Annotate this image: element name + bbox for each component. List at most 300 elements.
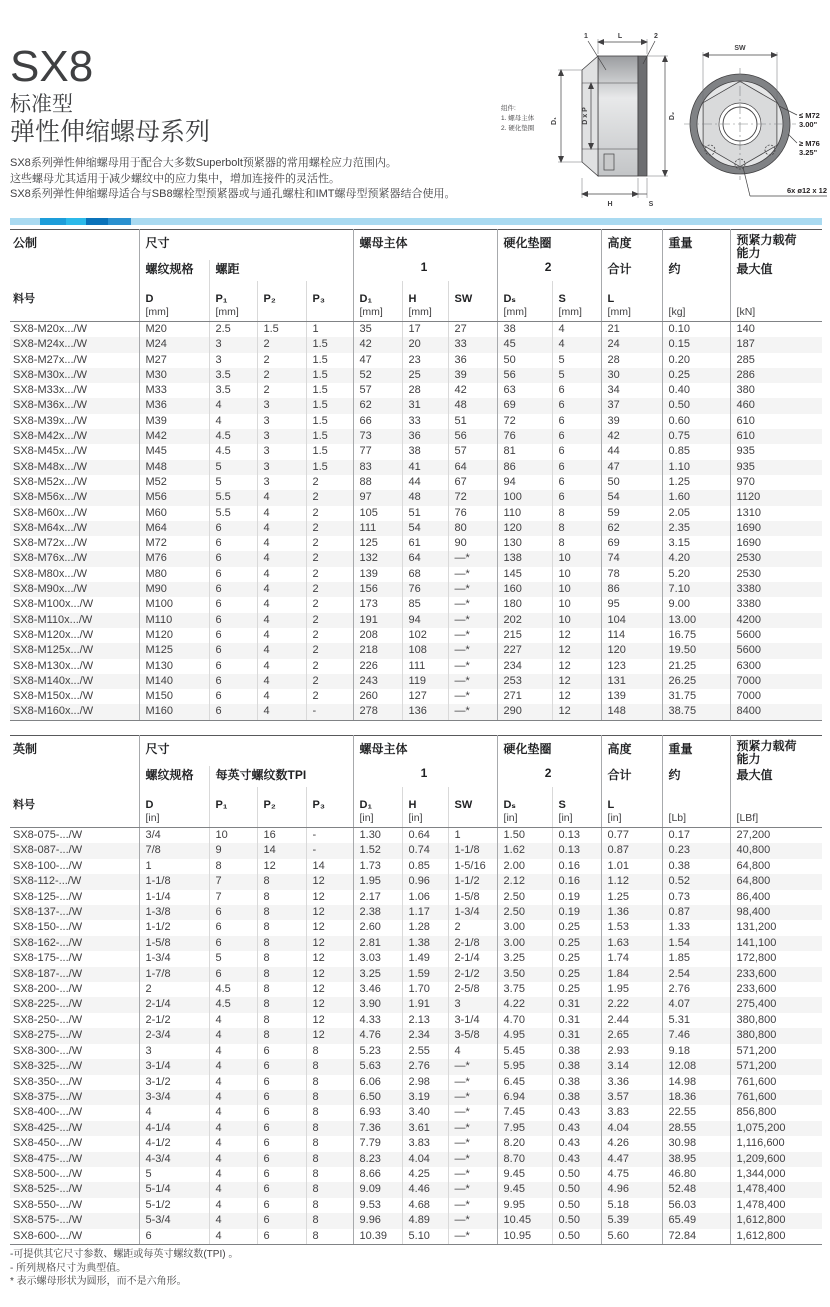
table-row: [10, 1090, 822, 1105]
value-cell: 1.12: [607, 875, 629, 888]
value-cell: 6: [215, 521, 222, 534]
value-cell: 4: [215, 1167, 222, 1180]
value-cell: 110: [503, 506, 522, 519]
value-cell: 2: [145, 983, 152, 996]
value-cell: 7000: [736, 674, 762, 687]
table-row: [10, 704, 822, 720]
value-cell: 34: [607, 384, 620, 397]
value-cell: 5.39: [607, 1214, 629, 1227]
value-cell: 6: [215, 936, 222, 949]
value-cell: 3.00: [503, 936, 525, 949]
part-number-cell: SX8-M39x.../W: [13, 414, 87, 427]
value-cell: 4: [263, 598, 270, 611]
value-cell: M30: [145, 368, 167, 381]
value-cell: 8: [312, 1167, 319, 1180]
value-cell: 4.5: [215, 430, 231, 443]
value-cell: 0.16: [558, 875, 580, 888]
value-cell: 4: [454, 1044, 461, 1057]
value-cell: 2.17: [359, 890, 381, 903]
value-cell: 285: [736, 353, 755, 366]
dim-label-dxp: D x P: [582, 107, 589, 125]
table-row: [10, 1152, 822, 1167]
group-header-nut-body: 螺母主体: [359, 742, 408, 756]
value-cell: 12: [312, 1029, 325, 1042]
value-cell: 1.10: [668, 460, 690, 473]
value-cell: 64: [408, 552, 421, 565]
table-row: [10, 353, 822, 368]
value-cell: 41: [408, 460, 421, 473]
col-header-part-number: 料号: [10, 281, 139, 322]
value-cell: 2.00: [503, 859, 525, 872]
part-number-cell: SX8-M100x.../W: [13, 598, 94, 611]
value-cell: 218: [359, 644, 378, 657]
value-cell: 35: [359, 323, 372, 335]
value-cell: 10: [558, 583, 571, 596]
part-number-cell: SX8-075-.../W: [13, 829, 83, 841]
value-cell: 8: [312, 1137, 319, 1150]
value-cell: 1.73: [359, 859, 381, 872]
part-number-cell: SX8-M80x.../W: [13, 567, 87, 580]
value-cell: 9.45: [503, 1167, 525, 1180]
value-cell: 4: [263, 567, 270, 580]
value-cell: 123: [607, 659, 626, 672]
value-cell: —*: [454, 1198, 470, 1211]
value-cell: -: [312, 844, 317, 857]
value-cell: 68: [408, 567, 421, 580]
holes-note: 6x ø12 x 12: [786, 186, 827, 195]
value-cell: 59: [607, 506, 620, 519]
value-cell: 8: [312, 1214, 319, 1227]
value-cell: 62: [607, 521, 620, 534]
value-cell: 761,600: [736, 1075, 777, 1088]
value-cell: M27: [145, 353, 167, 366]
part-number-cell: SX8-175-.../W: [13, 952, 83, 965]
value-cell: 30.98: [668, 1137, 697, 1150]
value-cell: 1-5/8: [145, 936, 171, 949]
value-cell: 4: [215, 1013, 222, 1026]
value-cell: 97: [359, 491, 372, 504]
value-cell: 2: [312, 475, 319, 488]
value-cell: M33: [145, 384, 167, 397]
value-cell: 2: [312, 674, 319, 687]
value-cell: 56: [454, 430, 467, 443]
part-number-cell: SX8-M48x.../W: [13, 460, 87, 473]
value-cell: 17: [408, 323, 421, 335]
subgroup-height-total: 合计: [607, 262, 632, 276]
value-cell: 6: [558, 445, 565, 458]
col-header-p1: P₁: [209, 787, 257, 828]
subgroup-weight-approx: 约: [668, 768, 681, 782]
value-cell: 4: [263, 491, 270, 504]
value-cell: 95: [607, 598, 620, 611]
value-cell: 6: [215, 921, 222, 934]
callout-1: 1: [584, 33, 588, 40]
value-cell: 0.38: [668, 859, 690, 872]
value-cell: 8.23: [359, 1152, 381, 1165]
value-cell: 98,400: [736, 906, 771, 919]
value-cell: 0.75: [668, 430, 690, 443]
intro-line: 这些螺母尤其适用于减少螺纹中的应力集中，增加连接件的灵活性。: [10, 172, 340, 185]
value-cell: 4: [263, 644, 270, 657]
value-cell: 48: [408, 491, 421, 504]
value-cell: 5.60: [601, 1229, 662, 1245]
value-cell: 7.46: [668, 1029, 690, 1042]
value-cell: 77: [359, 445, 372, 458]
value-cell: 0.85: [668, 445, 690, 458]
footnote-line: -可提供其它尺寸参数、螺距或每英寸螺纹数(TPI) 。: [10, 1249, 239, 1260]
value-cell: 2530: [736, 552, 762, 565]
value-cell: 6: [263, 1121, 270, 1134]
value-cell: 2: [312, 552, 319, 565]
value-cell: 14: [312, 859, 325, 872]
value-cell: 0.15: [668, 338, 690, 351]
value-cell: 2.05: [668, 506, 690, 519]
part-number-cell: SX8-375-.../W: [13, 1090, 83, 1103]
group-header-washer: 硬化垫圈: [503, 236, 552, 250]
value-cell: 3-1/4: [454, 1013, 480, 1026]
part-number-cell: SX8-137-.../W: [13, 906, 83, 919]
value-cell: 0.13: [558, 844, 580, 857]
value-cell: 1.95: [607, 983, 629, 996]
value-cell: 1,612,800: [736, 1214, 786, 1227]
value-cell: 3: [454, 998, 461, 1011]
value-cell: 3-1/2: [145, 1075, 171, 1088]
value-cell: 0.31: [558, 998, 580, 1011]
value-cell: 8: [263, 1029, 270, 1042]
value-cell: 4200: [736, 613, 762, 626]
value-cell: 69: [503, 399, 516, 412]
value-cell: 278: [353, 704, 402, 720]
part-number-cell: SX8-100-.../W: [13, 859, 83, 872]
col-header-p1: P₁ [mm]: [209, 281, 257, 322]
value-cell: 0.43: [558, 1106, 580, 1119]
table-row: [10, 859, 822, 874]
part-number-cell: SX8-525-.../W: [13, 1183, 83, 1196]
value-cell: 56: [503, 368, 516, 381]
value-cell: 12: [558, 659, 571, 672]
table-row: [10, 1059, 822, 1074]
value-cell: 3.40: [408, 1106, 430, 1119]
value-cell: 8: [312, 1183, 319, 1196]
spacer-cell: [10, 260, 139, 281]
col-header-d1: D₁ [mm]: [353, 281, 402, 322]
value-cell: 0.10: [668, 323, 690, 335]
table-row: [10, 414, 822, 429]
value-cell: 0.77: [607, 829, 629, 841]
value-cell: 51: [454, 414, 467, 427]
intro-line: SX8系列弹性伸缩螺母用于配合大多数Superbolt预紧器的常用螺栓应力范围内。: [10, 157, 397, 169]
value-cell: M72: [145, 537, 167, 550]
value-cell: 1.5: [312, 414, 328, 427]
value-cell: 8: [312, 1090, 319, 1103]
table-row: [10, 322, 822, 338]
value-cell: M150: [145, 690, 174, 703]
value-cell: 51: [408, 506, 421, 519]
subgroup-height-total: 合计: [607, 768, 632, 782]
value-cell: 0.40: [668, 384, 690, 397]
value-cell: 8: [263, 906, 270, 919]
value-cell: 4.07: [668, 998, 690, 1011]
value-cell: 1.5: [312, 399, 328, 412]
value-cell: 14.98: [668, 1075, 697, 1088]
value-cell: 69: [607, 537, 620, 550]
value-cell: 4: [558, 323, 565, 335]
value-cell: 3: [145, 1044, 152, 1057]
value-cell: 2: [263, 384, 270, 397]
value-cell: 10.95: [497, 1229, 552, 1245]
value-cell: 0.85: [408, 859, 430, 872]
value-cell: 4: [215, 1060, 222, 1073]
value-cell: 180: [503, 598, 522, 611]
value-cell: 4: [215, 1152, 222, 1165]
value-cell: 8: [312, 1075, 319, 1088]
value-cell: 6: [215, 537, 222, 550]
value-cell: 0.38: [558, 1060, 580, 1073]
value-cell: 3.15: [668, 537, 690, 550]
subgroup-weight-approx: 约: [668, 262, 681, 276]
value-cell: M120: [145, 628, 174, 641]
value-cell: 141,100: [736, 936, 777, 949]
value-cell: 5-3/4: [145, 1214, 171, 1227]
value-cell: 5.20: [668, 567, 690, 580]
value-cell: 5: [558, 353, 565, 366]
value-cell: 3.03: [359, 952, 381, 965]
value-cell: 1.62: [503, 844, 525, 857]
group-header-dimensions: 尺寸: [145, 236, 170, 250]
legend-title: 组件:: [501, 105, 516, 112]
value-cell: 85: [408, 598, 421, 611]
col-header-ds: Dₛ [mm]: [497, 281, 552, 322]
value-cell: 6: [558, 475, 565, 488]
table-row: [10, 551, 822, 566]
value-cell: 0.19: [558, 906, 580, 919]
value-cell: 45: [503, 338, 516, 351]
value-cell: 0.25: [558, 936, 580, 949]
masthead: [10, 44, 490, 203]
table-row: [10, 444, 822, 459]
part-number-cell: SX8-500-.../W: [13, 1167, 83, 1180]
value-cell: —*: [454, 1121, 470, 1134]
part-number-cell: SX8-M20x.../W: [13, 323, 87, 335]
value-cell: 4: [257, 704, 306, 720]
value-cell: 8400: [730, 704, 822, 720]
value-cell: 7: [215, 890, 222, 903]
value-cell: 1-1/8: [145, 875, 171, 888]
table-row: [10, 536, 822, 551]
value-cell: 4.25: [408, 1167, 430, 1180]
value-cell: 4-1/4: [145, 1121, 171, 1134]
spacer-cell: [10, 766, 139, 787]
value-cell: 38: [503, 323, 516, 335]
part-number-cell: SX8-275-.../W: [13, 1029, 83, 1042]
value-cell: 119: [408, 674, 427, 687]
value-cell: 100: [503, 491, 522, 504]
value-cell: 9: [215, 844, 222, 857]
value-cell: 72: [503, 414, 516, 427]
value-cell: 4.22: [503, 998, 525, 1011]
value-cell: 4.26: [607, 1137, 629, 1150]
value-cell: 571,200: [736, 1060, 777, 1073]
value-cell: 5: [145, 1167, 152, 1180]
value-cell: 48: [454, 399, 467, 412]
part-number-cell: SX8-575-.../W: [13, 1214, 83, 1227]
value-cell: —*: [454, 583, 470, 596]
value-cell: 6: [263, 1106, 270, 1119]
value-cell: 1: [312, 323, 319, 335]
value-cell: 8.70: [503, 1152, 525, 1165]
subgroup-thread-spec: 螺纹规格: [145, 768, 194, 782]
value-cell: -: [312, 829, 317, 841]
value-cell: 8: [263, 875, 270, 888]
part-number-cell: SX8-450-.../W: [13, 1137, 83, 1150]
value-cell: 0.23: [668, 844, 690, 857]
value-cell: 4.95: [503, 1029, 525, 1042]
value-cell: 3.61: [408, 1121, 430, 1134]
value-cell: 8: [312, 1060, 319, 1073]
value-cell: 120: [503, 521, 522, 534]
value-cell: 1.74: [607, 952, 629, 965]
part-number-cell: SX8-150-.../W: [13, 921, 83, 934]
value-cell: 3: [215, 353, 222, 366]
value-cell: 1.59: [408, 967, 430, 980]
legend-item-washer: 2. 硬化垫圈: [501, 125, 535, 132]
value-cell: 1.50: [503, 829, 525, 841]
part-number-cell: SX8-M60x.../W: [13, 506, 87, 519]
value-cell: 12: [312, 921, 325, 934]
value-cell: M60: [145, 506, 167, 519]
value-cell: 62: [359, 399, 372, 412]
part-number-cell: SX8-M125x.../W: [13, 644, 94, 657]
value-cell: 0.50: [668, 399, 690, 412]
value-cell: 8.66: [359, 1167, 381, 1180]
value-cell: 76: [503, 430, 516, 443]
value-cell: 1.01: [607, 859, 629, 872]
subgroup-thread-spec: 螺纹规格: [145, 262, 194, 276]
value-cell: 6: [257, 1229, 306, 1245]
value-cell: 5.5: [215, 491, 231, 504]
value-cell: 18.36: [668, 1090, 697, 1103]
value-cell: 6: [263, 1198, 270, 1211]
col-header-h: H [in]: [402, 787, 448, 828]
value-cell: 28.55: [668, 1121, 697, 1134]
value-cell: 6.94: [503, 1090, 525, 1103]
value-cell: —*: [454, 690, 470, 703]
table-row: [10, 1213, 822, 1228]
value-cell: 111: [359, 521, 377, 534]
value-cell: 2.34: [408, 1029, 430, 1042]
value-cell: 8: [263, 921, 270, 934]
value-cell: 8.20: [503, 1137, 525, 1150]
group-header-dimensions: 尺寸: [145, 742, 170, 756]
value-cell: M130: [145, 659, 174, 672]
imperial-table: [10, 735, 822, 1245]
value-cell: 3: [215, 338, 222, 351]
value-cell: 102: [408, 628, 427, 641]
value-cell: 3: [263, 445, 270, 458]
value-cell: 1.5: [312, 445, 328, 458]
table-row: [10, 1182, 822, 1197]
value-cell: 233,600: [736, 967, 777, 980]
value-cell: 12: [558, 644, 571, 657]
value-cell: 148: [601, 704, 662, 720]
part-number-cell: SX8-225-.../W: [13, 998, 83, 1011]
value-cell: —*: [454, 644, 470, 657]
table-row: [10, 1198, 822, 1213]
value-cell: 3380: [736, 583, 762, 596]
value-cell: 72.84: [662, 1229, 730, 1245]
col-header-weight-unit: [kg]: [662, 281, 730, 322]
value-cell: 16.75: [668, 628, 697, 641]
col-header-l: L [in]: [601, 787, 662, 828]
value-cell: 12: [312, 1013, 325, 1026]
value-cell: 9.95: [503, 1198, 525, 1211]
part-number-cell: SX8-M52x.../W: [13, 475, 87, 488]
value-cell: 6.93: [359, 1106, 381, 1119]
value-cell: 120: [607, 644, 626, 657]
value-cell: 1,075,200: [736, 1121, 786, 1134]
value-cell: 4-1/2: [145, 1137, 171, 1150]
value-cell: 8: [263, 983, 270, 996]
table-row: [10, 920, 822, 935]
value-cell: 12: [312, 936, 325, 949]
value-cell: 6: [215, 598, 222, 611]
value-cell: 64,800: [736, 875, 771, 888]
value-cell: 3: [263, 414, 270, 427]
col-header-d: D [mm]: [139, 281, 209, 322]
value-cell: 9.00: [668, 598, 690, 611]
value-cell: 275,400: [736, 998, 777, 1011]
table-row: [10, 567, 822, 582]
value-cell: 10.39: [353, 1229, 402, 1245]
value-cell: M45: [145, 445, 167, 458]
value-cell: 0.25: [558, 967, 580, 980]
value-cell: 8: [263, 890, 270, 903]
value-cell: 3.00: [503, 921, 525, 934]
value-cell: 52.48: [668, 1183, 697, 1196]
value-cell: 10: [558, 552, 571, 565]
value-cell: 86: [607, 583, 620, 596]
value-cell: 571,200: [736, 1044, 777, 1057]
value-cell: 4: [215, 1214, 222, 1227]
value-cell: M48: [145, 460, 167, 473]
part-number-cell: SX8-250-.../W: [13, 1013, 83, 1026]
col-header-weight-unit: [Lb]: [662, 787, 730, 828]
value-cell: 12: [558, 628, 571, 641]
value-cell: 30: [607, 368, 620, 381]
value-cell: —*: [454, 1167, 470, 1180]
part-number-cell: SX8-400-.../W: [13, 1106, 83, 1119]
value-cell: 5.45: [503, 1044, 525, 1057]
value-cell: 6: [215, 690, 222, 703]
value-cell: 12: [312, 998, 325, 1011]
value-cell: 2-5/8: [454, 983, 480, 996]
value-cell: 6: [263, 1090, 270, 1103]
value-cell: M160: [139, 704, 209, 720]
table-row: [10, 643, 822, 658]
value-cell: 105: [359, 506, 378, 519]
value-cell: 290: [497, 704, 552, 720]
table-row: [10, 460, 822, 475]
value-cell: 2.93: [607, 1044, 629, 1057]
value-cell: 4: [215, 1029, 222, 1042]
subgroup-washer-number: 2: [544, 766, 552, 780]
value-cell: 227: [503, 644, 522, 657]
value-cell: 0.25: [668, 368, 690, 381]
dim-label-h: H: [607, 201, 613, 208]
col-header-p3: P₃: [306, 281, 353, 322]
value-cell: 202: [503, 613, 522, 626]
dim-label-sw: SW: [734, 45, 746, 52]
